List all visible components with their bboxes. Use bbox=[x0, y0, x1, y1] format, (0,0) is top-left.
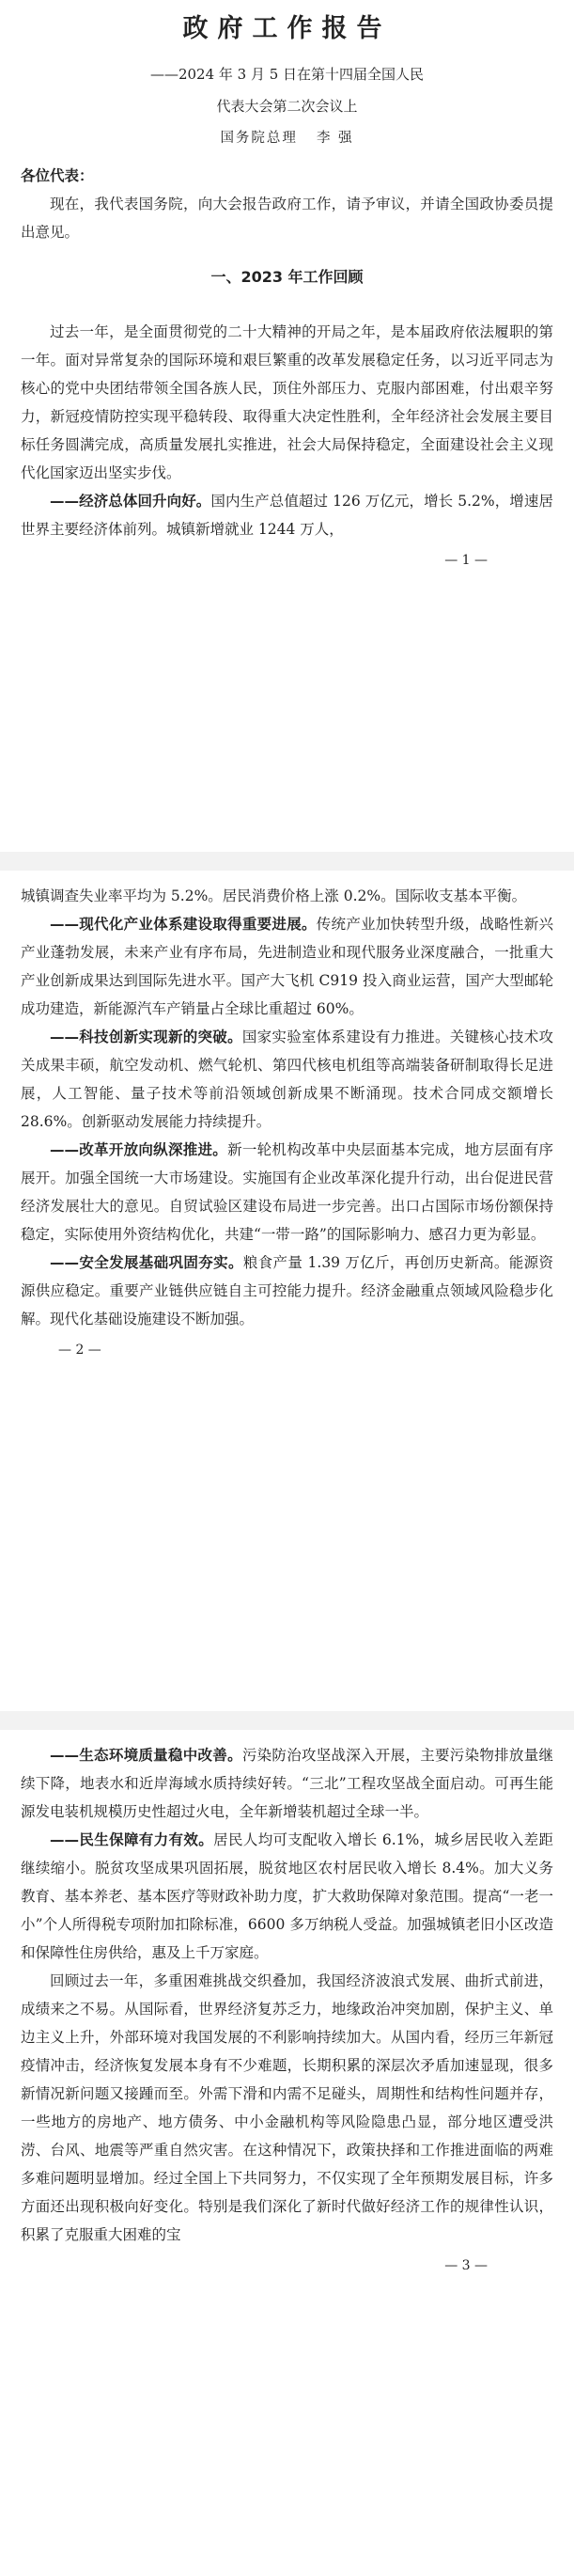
paragraph bbox=[21, 1826, 553, 1967]
paragraph bbox=[21, 1249, 553, 1333]
paragraph-lead: ——科技创新实现新的突破。 bbox=[50, 1029, 242, 1045]
paragraph-lead: ——安全发展基础巩固夯实。 bbox=[50, 1254, 243, 1271]
paragraph bbox=[21, 1136, 553, 1249]
document-page-3 bbox=[0, 1730, 574, 2576]
page-separator bbox=[0, 852, 574, 871]
paragraph-lead: ——现代化产业体系建设取得重要进展。 bbox=[50, 916, 317, 933]
paragraph-text: 粮食产量 1.39 万亿斤，再创历史新高。能源资源供应稳定。重要产业链供应链自主可控能力提升。经济金融重点领域风险稳步化解。现代化基础设施建设不断加强。 bbox=[21, 1254, 553, 1327]
page-number: — 3 — bbox=[444, 2258, 488, 2273]
page-separator bbox=[0, 1711, 574, 1730]
paragraph-text: 污染防治攻坚战深入开展，主要污染物排放量继续下降，地表水和近岸海域水质持续好转。“三北”工程攻坚战全面启动。可再生能源发电装机规模历史性超过火电，全年新增装机超过全球一半。 bbox=[21, 1747, 553, 1820]
page-number: — 1 — bbox=[444, 553, 488, 568]
page-number: — 2 — bbox=[58, 1343, 101, 1358]
paragraph: 城镇调查失业率平均为 5.2%。居民消费价格上涨 0.2%。国际收支基本平衡。 bbox=[21, 887, 527, 904]
document-page-1 bbox=[0, 0, 574, 852]
paragraph-text: 居民人均可支配收入增长 6.1%，城乡居民收入差距继续缩小。脱贫攻坚成果巩固拓展，脱贫地区农村居民收入增长 8.4%。加大义务教育、基本养老、基本医疗等财政补助力度，扩大救助保障对象范围。提高“一老一小”个人所得税专项附加扣除标准，6600 多万纳税人受益。加强城镇老旧小区改造和保障性住房供给，惠及上千万家庭。 bbox=[21, 1831, 553, 1961]
paragraph-text: 国家实验室体系建设有力推进。关键核心技术攻关成果丰硕，航空发动机、燃气轮机、第四代核电机组等高端装备研制取得长足进展，人工智能、量子技术等前沿领域创新成果不断涌现。技术合同成交额增长 28.6%。创新驱动发展能力持续提升。 bbox=[21, 1029, 553, 1130]
paragraph bbox=[21, 1741, 553, 1826]
intro-paragraph: 现在，我代表国务院，向大会报告政府工作，请予审议，并请全国政协委员提出意见。 bbox=[21, 196, 553, 241]
document-author bbox=[21, 122, 553, 154]
paragraph-lead: ——改革开放向纵深推进。 bbox=[50, 1141, 228, 1158]
paragraph-text: 国内生产总值超过 126 万亿元，增长 5.2%，增速居世界主要经济体前列。城镇新增就业 1244 万人， bbox=[21, 493, 553, 538]
paragraph bbox=[21, 1023, 553, 1136]
paragraph bbox=[21, 487, 553, 543]
paragraph: 回顾过去一年，多重困难挑战交织叠加，我国经济波浪式发展、曲折式前进，成绩来之不易。从国际看，世界经济复苏乏力，地缘政治冲突加剧，保护主义、单边主义上升，外部环境对我国发展的不利影响持续加大。从国内看，经历三年新冠疫情冲击，经济恢复发展本身有不少难题，长期积累的深层次矛盾加速显现，很多新情况新问题又接踵而至。外需下滑和内需不足碰头，周期性和结构性问题并存，一些地方的房地产、地方债务、中小金融机构等风险隐患凸显，部分地区遭受洪涝、台风、地震等严重自然灾害。在这种情况下，政策抉择和工作推进面临的两难多难问题明显增加。经过全国上下共同努力，不仅实现了全年预期发展目标，许多方面还出现积极向好变化。特别是我们深化了新时代做好经济工作的规律性认识，积累了克服重大困难的宝 bbox=[21, 1972, 553, 2243]
paragraph-lead: ——经济总体回升向好。 bbox=[50, 493, 211, 510]
document-subtitle-line2: 代表大会第二次会议上 bbox=[216, 98, 358, 115]
paragraph: 过去一年，是全面贯彻党的二十大精神的开局之年，是本届政府依法履职的第一年。面对异常复杂的国际环境和艰巨繁重的改革发展稳定任务，以习近平同志为核心的党中央团结带领全国各族人民，顶住外部压力、克服内部困难，付出艰辛努力，新冠疫情防控实现平稳转段、取得重大决定性胜利，全年经济社会发展主要目标任务圆满完成，高质量发展扎实推进，社会大局保持稳定，全面建设社会主义现代化国家迈出坚实步伐。 bbox=[21, 323, 553, 481]
paragraph-lead: ——生态环境质量稳中改善。 bbox=[50, 1747, 242, 1764]
paragraph bbox=[21, 910, 553, 1023]
document-title: 政府工作报告 bbox=[182, 14, 392, 43]
salutation: 各位代表： bbox=[21, 167, 94, 184]
section-heading: 一、2023 年工作回顾 bbox=[210, 268, 364, 286]
paragraph-lead: ——民生保障有力有效。 bbox=[50, 1831, 214, 1848]
author-name: 李 强 bbox=[316, 131, 354, 146]
paragraph-text: 传统产业加快转型升级，战略性新兴产业蓬勃发展，未来产业有序布局，先进制造业和现代服务业深度融合，一批重大产业创新成果达到国际先进水平。国产大飞机 C919 投入商业运营，国产大型邮轮成功建造，新能源汽车产销量占全球比重超过 60%。 bbox=[21, 916, 553, 1017]
document-page-2 bbox=[0, 871, 574, 1711]
document-subtitle-line1: ——2024 年 3 月 5 日在第十四届全国人民 bbox=[149, 66, 425, 83]
author-role: 国务院总理 bbox=[220, 131, 298, 146]
paragraph-text: 新一轮机构改革中央层面基本完成，地方层面有序展开。加强全国统一大市场建设。实施国有企业改革深化提升行动，出台促进民营经济发展壮大的意见。自贸试验区建设布局进一步完善。出口占国际市场份额保持稳定，实际使用外资结构优化，共建“一带一路”的国际影响力、感召力更为彰显。 bbox=[21, 1141, 553, 1243]
